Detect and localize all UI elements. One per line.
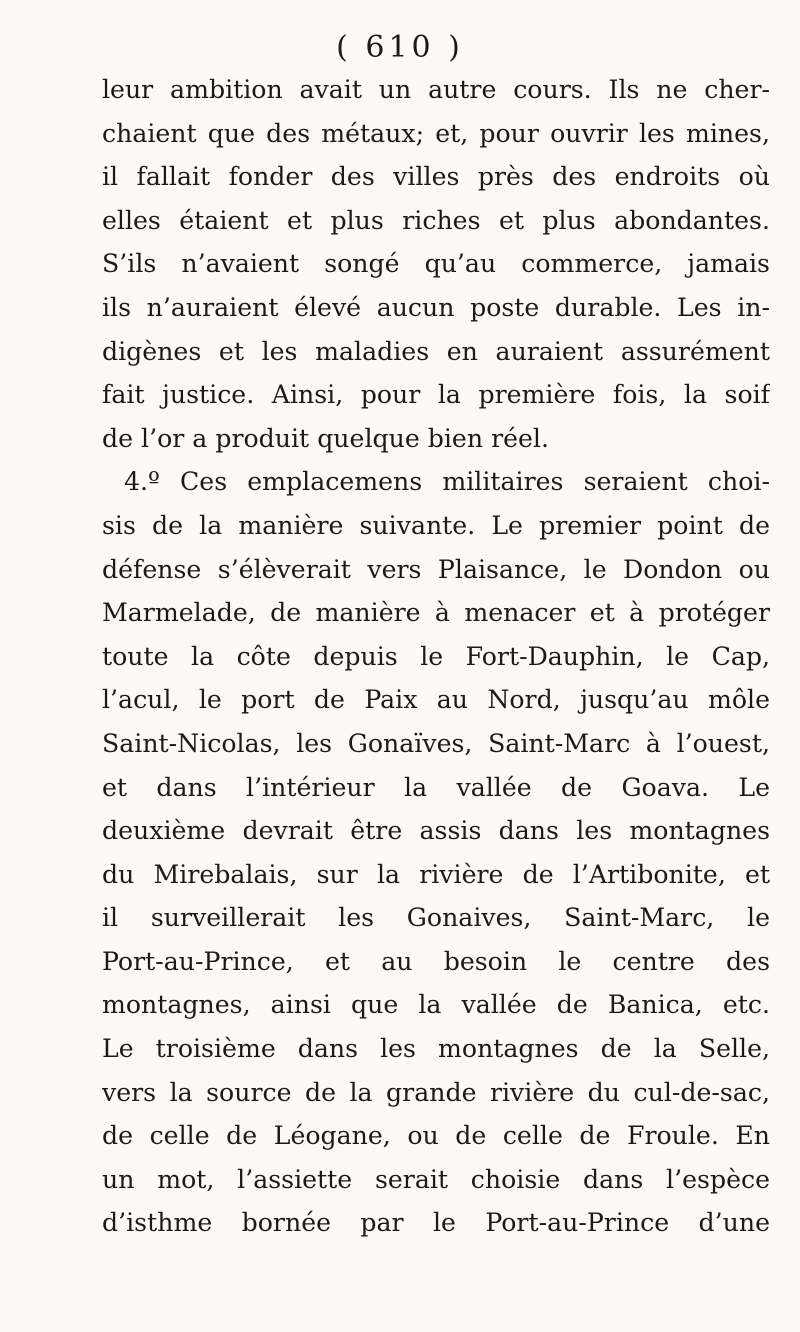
body-text [102,68,770,1245]
text-line: de celle de Léogane, ou de celle de Froule. En [102,1121,770,1151]
text-line: sis de la manière suivante. Le premier point de [102,510,770,540]
text-line: Saint-Nicolas, les Gonaïves, Saint-Marc à l’ouest, [102,728,770,758]
text-line: Le troisième dans les montagnes de la Selle, [102,1034,770,1064]
text-line: deuxième devrait être assis dans les montagnes [102,816,770,846]
text-line: S’ils n’avaient songé qu’au commerce, jamais [102,249,770,279]
text-line: montagnes, ainsi que la vallée de Banica, etc. [102,990,770,1020]
text-line: d’isthme bornée par le Port-au-Prince d’une [102,1208,770,1238]
text-line: fait justice. Ainsi, pour la première fois, la soif [102,380,770,410]
text-line: chaient que des métaux; et, pour ouvrir les mines, [102,118,770,148]
text-line: du Mirebalais, sur la rivière de l’Artibonite, et [102,859,770,889]
text-line: de l’or a produit quelque bien réel. [102,423,549,453]
text-line: il surveillerait les Gonaives, Saint-Marc, le [102,903,770,933]
text-line: et dans l’intérieur la vallée de Goava. Le [102,772,770,802]
text-line: elles étaient et plus riches et plus abondantes. [102,205,770,235]
text-line: il fallait fonder des villes près des endroits où [102,162,770,192]
text-line: ils n’auraient élevé aucun poste durable. Les in- [102,292,770,322]
text-line: leur ambition avait un autre cours. Ils ne cher- [102,75,770,104]
text-line: un mot, l’assiette serait choisie dans l’espèce [102,1164,770,1194]
text-line: digènes et les maladies en auraient assurément [102,336,770,366]
text-line: 4.º Ces emplacemens militaires seraient choi- [124,467,770,497]
page-number: ( 610 ) [336,30,464,65]
text-line: toute la côte depuis le Fort-Dauphin, le Cap, [102,641,770,671]
text-line: Port-au-Prince, et au besoin le centre des [102,946,770,976]
text-line: vers la source de la grande rivière du cul-de-sac, [102,1077,770,1107]
text-line: l’acul, le port de Paix au Nord, jusqu’au môle [102,685,770,715]
text-line: défense s’élèverait vers Plaisance, le Dondon ou [102,554,770,584]
text-line: Marmelade, de manière à menacer et à protéger [102,598,770,628]
